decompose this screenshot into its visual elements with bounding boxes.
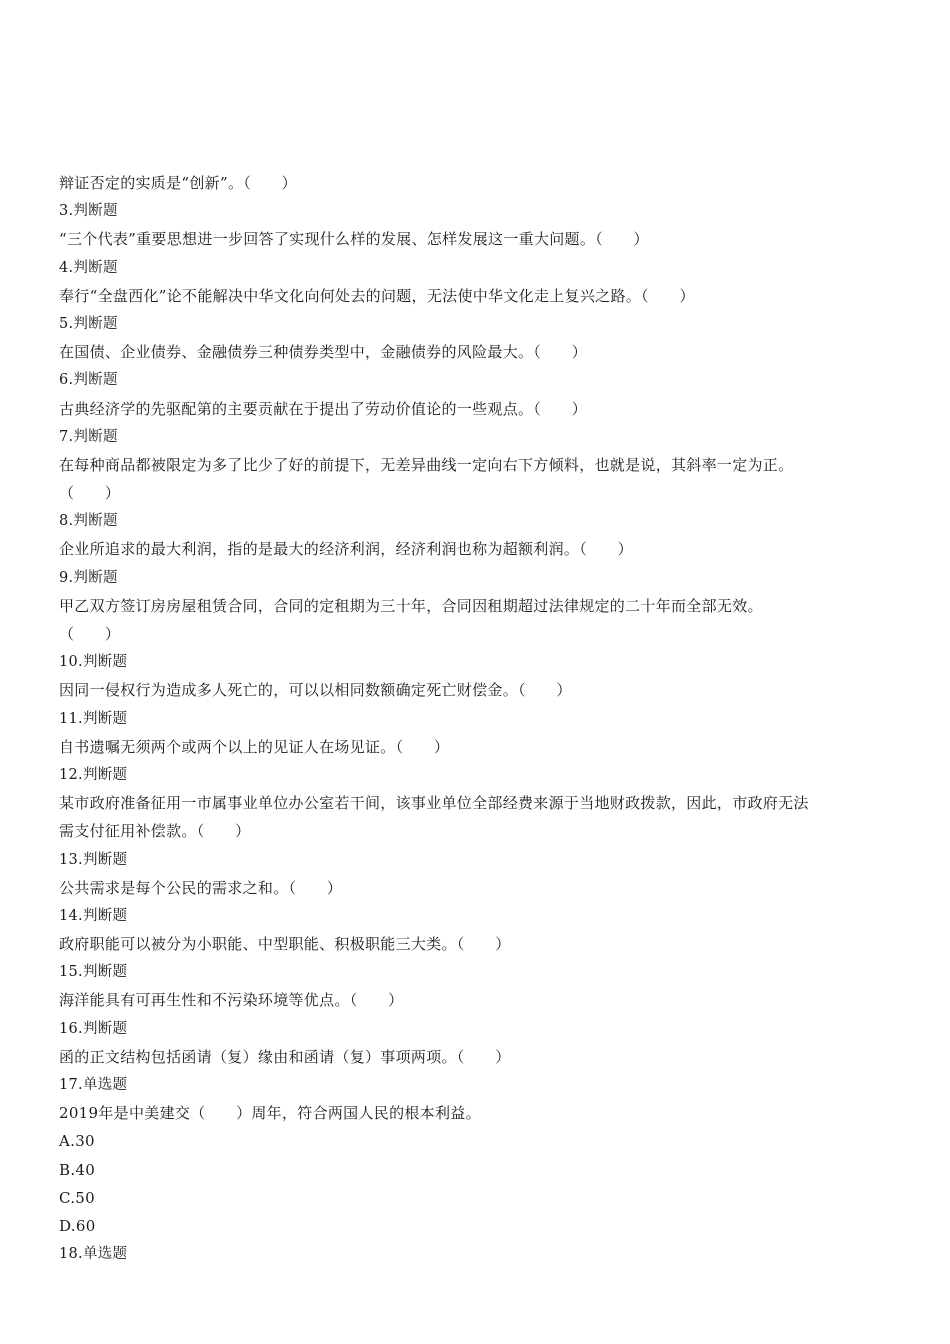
- question-label: 13.判断题: [59, 851, 128, 868]
- question-label: 11.判断题: [59, 710, 128, 727]
- answer-blank: （ ）: [59, 625, 121, 643]
- question-label: 4.判断题: [59, 259, 118, 276]
- question-text-continued: 需支付征用补偿款。（ ）: [59, 822, 251, 841]
- question-text: 某市政府准备征用一市属事业单位办公室若干间，该事业单位全部经费来源于当地财政拨款，因此，市政府无法: [59, 794, 809, 813]
- answer-option: D.60: [59, 1216, 96, 1235]
- question-label: 16.判断题: [59, 1020, 128, 1037]
- question-label: 8.判断题: [59, 513, 118, 530]
- question-label: 12.判断题: [59, 766, 128, 783]
- question-label: 5.判断题: [59, 315, 118, 332]
- question-list: [59, 169, 889, 1268]
- question-label: 14.判断题: [59, 907, 128, 924]
- question-label: 6.判断题: [59, 372, 118, 389]
- answer-option: C.50: [59, 1188, 95, 1207]
- question-text: 在国债、企业债券、金融债券三种债券类型中，金融债券的风险最大。（ ）: [59, 343, 588, 362]
- question-text: “三个代表”重要思想进一步回答了实现什么样的发展、怎样发展这一重大问题。（ ）: [59, 230, 649, 249]
- question-text: 函的正文结构包括函请（复）缘由和函请（复）事项两项。（ ）: [59, 1047, 511, 1066]
- question-text: 海洋能具有可再生性和不污染环境等优点。（ ）: [59, 991, 404, 1010]
- question-text: 政府职能可以被分为小职能、中型职能、积极职能三大类。（ ）: [59, 935, 511, 954]
- question-text: 辩证否定的实质是“创新”。（ ）: [59, 174, 297, 192]
- question-text: 在每种商品都被限定为多了比少了好的前提下，无差异曲线一定向右下方倾料，也就是说，其斜率一定为正。: [59, 455, 794, 474]
- question-text: 甲乙双方签订房房屋租赁合同，合同的定租期为三十年，合同因租期超过法律规定的二十年而全部无效。: [59, 596, 763, 615]
- answer-blank: （ ）: [59, 484, 121, 503]
- answer-option: A.30: [59, 1132, 95, 1151]
- question-text: 古典经济学的先驱配第的主要贡献在于提出了劳动价值论的一些观点。（ ）: [59, 399, 588, 418]
- question-label: 7.判断题: [59, 428, 118, 445]
- question-label: 10.判断题: [59, 654, 128, 671]
- question-text: 公共需求是每个公民的需求之和。（ ）: [59, 878, 343, 897]
- question-label: 3.判断题: [59, 203, 118, 220]
- question-text: 自书遗嘱无须两个或两个以上的见证人在场见证。（ ）: [59, 737, 450, 756]
- answer-option: B.40: [59, 1160, 96, 1179]
- question-text: 企业所追求的最大利润，指的是最大的经济利润，经济利润也称为超额利润。（ ）: [59, 540, 633, 559]
- question-label: 17.单选题: [59, 1077, 128, 1093]
- question-text: 奉行“全盘西化”论不能解决中华文化向何处去的问题，无法使中华文化走上复兴之路。（ ）: [59, 286, 695, 305]
- question-label: 15.判断题: [59, 964, 128, 981]
- question-text: 因同一侵权行为造成多人死亡的，可以以相同数额确定死亡财偿金。（ ）: [59, 681, 572, 700]
- question-text: 2019年是中美建交（ ）周年，符合两国人民的根本利益。: [59, 1104, 481, 1123]
- question-label: 18.单选题: [59, 1246, 128, 1263]
- question-label: 9.判断题: [59, 569, 118, 586]
